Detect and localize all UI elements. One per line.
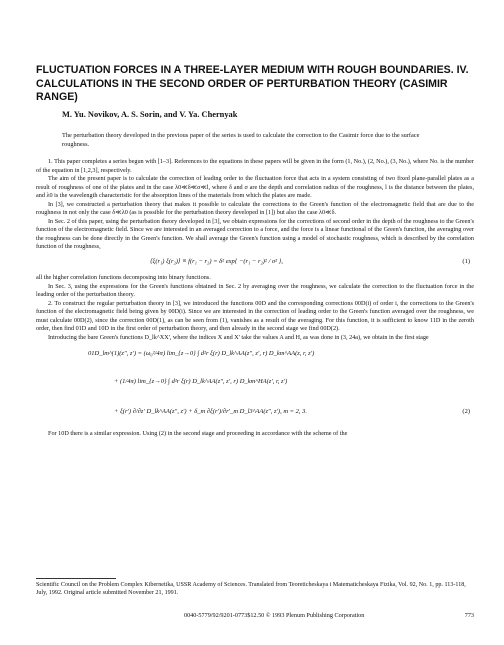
equation-2 [36, 342, 474, 430]
page-number: 773 [464, 612, 474, 619]
equation-2-line-1: 01D_lm^(1)(z″, z′) = (ω₀²/4π) lim_{z→0} ∫ d²r ξ(r) D_lk^AA(z″, z′, r) D_km^AA(z, r, z′) [88, 350, 315, 358]
body-text [36, 158, 474, 439]
paragraph: 2. To construct the regular perturbation theory in [3], we introduced the functions 00D and the corresponding corrections 00D(i) of order i, the corrections to the Green's function of the electromagnetic field being given by 00D(i). Since we are interested in the correction of leading order to the Green's function averaged over the roughness, we must calculate 00D(2), since the correction 00D(1), as can be seen from (1), vanishes as a result of the averaging. For this function, it is sufficient to know 11D in the zeroth order, then find 01D and 10D in the first order of perturbation theory, and then already in the second stage we find 00D(2). [36, 299, 474, 333]
paragraph: Introducing the bare Green's functions D_lk^XX', where the indices X and X' take the values A and H, as was done in (3, 24a), we obtain in the first stage [48, 333, 429, 341]
paragraph: all the higher correlation functions decomposing into binary functions. [36, 274, 211, 282]
equation-1 [36, 252, 474, 274]
equation-2-line-3: + ξ(r′) ∂/∂z′ D_lk^AA(z″, z′) + δ_m ∂ξ(r′)/∂r′_m D_l3^AA(z″, z′), m = 2, 3. [114, 408, 308, 416]
authors: M. Yu. Novikov, A. S. Sorin, and V. Ya. Chernyak [62, 110, 238, 119]
paragraph: The aim of the present paper is to calculate the correction of leading order to the fluctuation force that acts in a system consisting of two fixed plane-parallel plates as a result of roughness of one of the plates and in the case λ0≪δ≪σ≪l, where δ and σ are the depth and correlation radius of the roughness, l is the distance between the plates, and λ0 is the wavelength characteristic for the absorption lines of the materials from which the plates are made. [36, 175, 474, 200]
footnote-rule [36, 578, 116, 579]
issn-line: 0040-5779/92/9201-0773$12.50 © 1993 Plenum Publishing Corporation [184, 612, 365, 619]
equation-2-line-2: + (1/4π) lim_{z→0} ∫ d²r ξ(r) D_lk^AA(z″, z′, r) D_km^HA(z′, r, z′) [114, 378, 288, 386]
paragraph: In Sec. 3, using the expressions for the Green's functions obtained in Sec. 2 by averaging over the roughness, we calculate the correction to the fluctuation force in the leading order of the perturbation theory. [36, 282, 474, 299]
equation-2-number: (2) [462, 408, 470, 416]
paragraph: 1. This paper completes a series begun with [1–3]. References to the equations in these papers will be given in the form (1, No.), (2, No.), (3, No.), where No. is the number of the equation in [1,2,3], respectively. [36, 158, 474, 174]
paragraph: In Sec. 2 of this paper, using the perturbation theory developed in [3], we obtain expressions for the corrections of second order in the depth of the roughness to the Green's function of the electromagnetic field. Since we are interested in an averaged correction to a force, and the force is a linear functional of the Green's function, the averaging over the roughness can be done directly in the Green's function. We shall average the Green's function using a model of stochastic roughness, which is described by the correlation function of the roughness, [36, 217, 474, 251]
paragraph: In [3], we constructed a perturbation theory that makes it possible to calculate the corrections to the Green's function of the electromagnetic field that are due to the roughness in not only the case δ≪λ0 (as is possible for the perturbation theory developed in [1]) but also the case λ0≪δ. [36, 200, 474, 217]
paragraph: For 10D there is a similar expression. Using (2) in the second stage and proceeding in accordance with the scheme of the [48, 430, 348, 438]
paper-title: FLUCTUATION FORCES IN A THREE-LAYER MEDIUM WITH ROUGH BOUNDARIES. IV. CALCULATIONS IN THE SECOND ORDER OF PERTURBATION THEORY (CASIMIR RANGE) [36, 64, 469, 103]
abstract: The perturbation theory developed in the previous paper of the series is used to calculate the correction to the Casimir force due to the surface roughness. [62, 132, 420, 148]
equation-1-number: (1) [462, 258, 470, 266]
equation-1-body: ⟨ξ(r₁) ξ(r₂)⟩ ≡ f(r₁ − r₂) = δ² exp{ −(r₁ − r₂)² / σ² }, [150, 258, 283, 266]
footnote: Scientific Council on the Problem Complex Kibernetika, USSR Academy of Sciences. Translated from Teoreticheskaya i Matematicheskaya Fizika, Vol. 92, No. 1, pp. 113-118, July, 1992. Original article submitted November 21, 1991. [36, 582, 466, 597]
